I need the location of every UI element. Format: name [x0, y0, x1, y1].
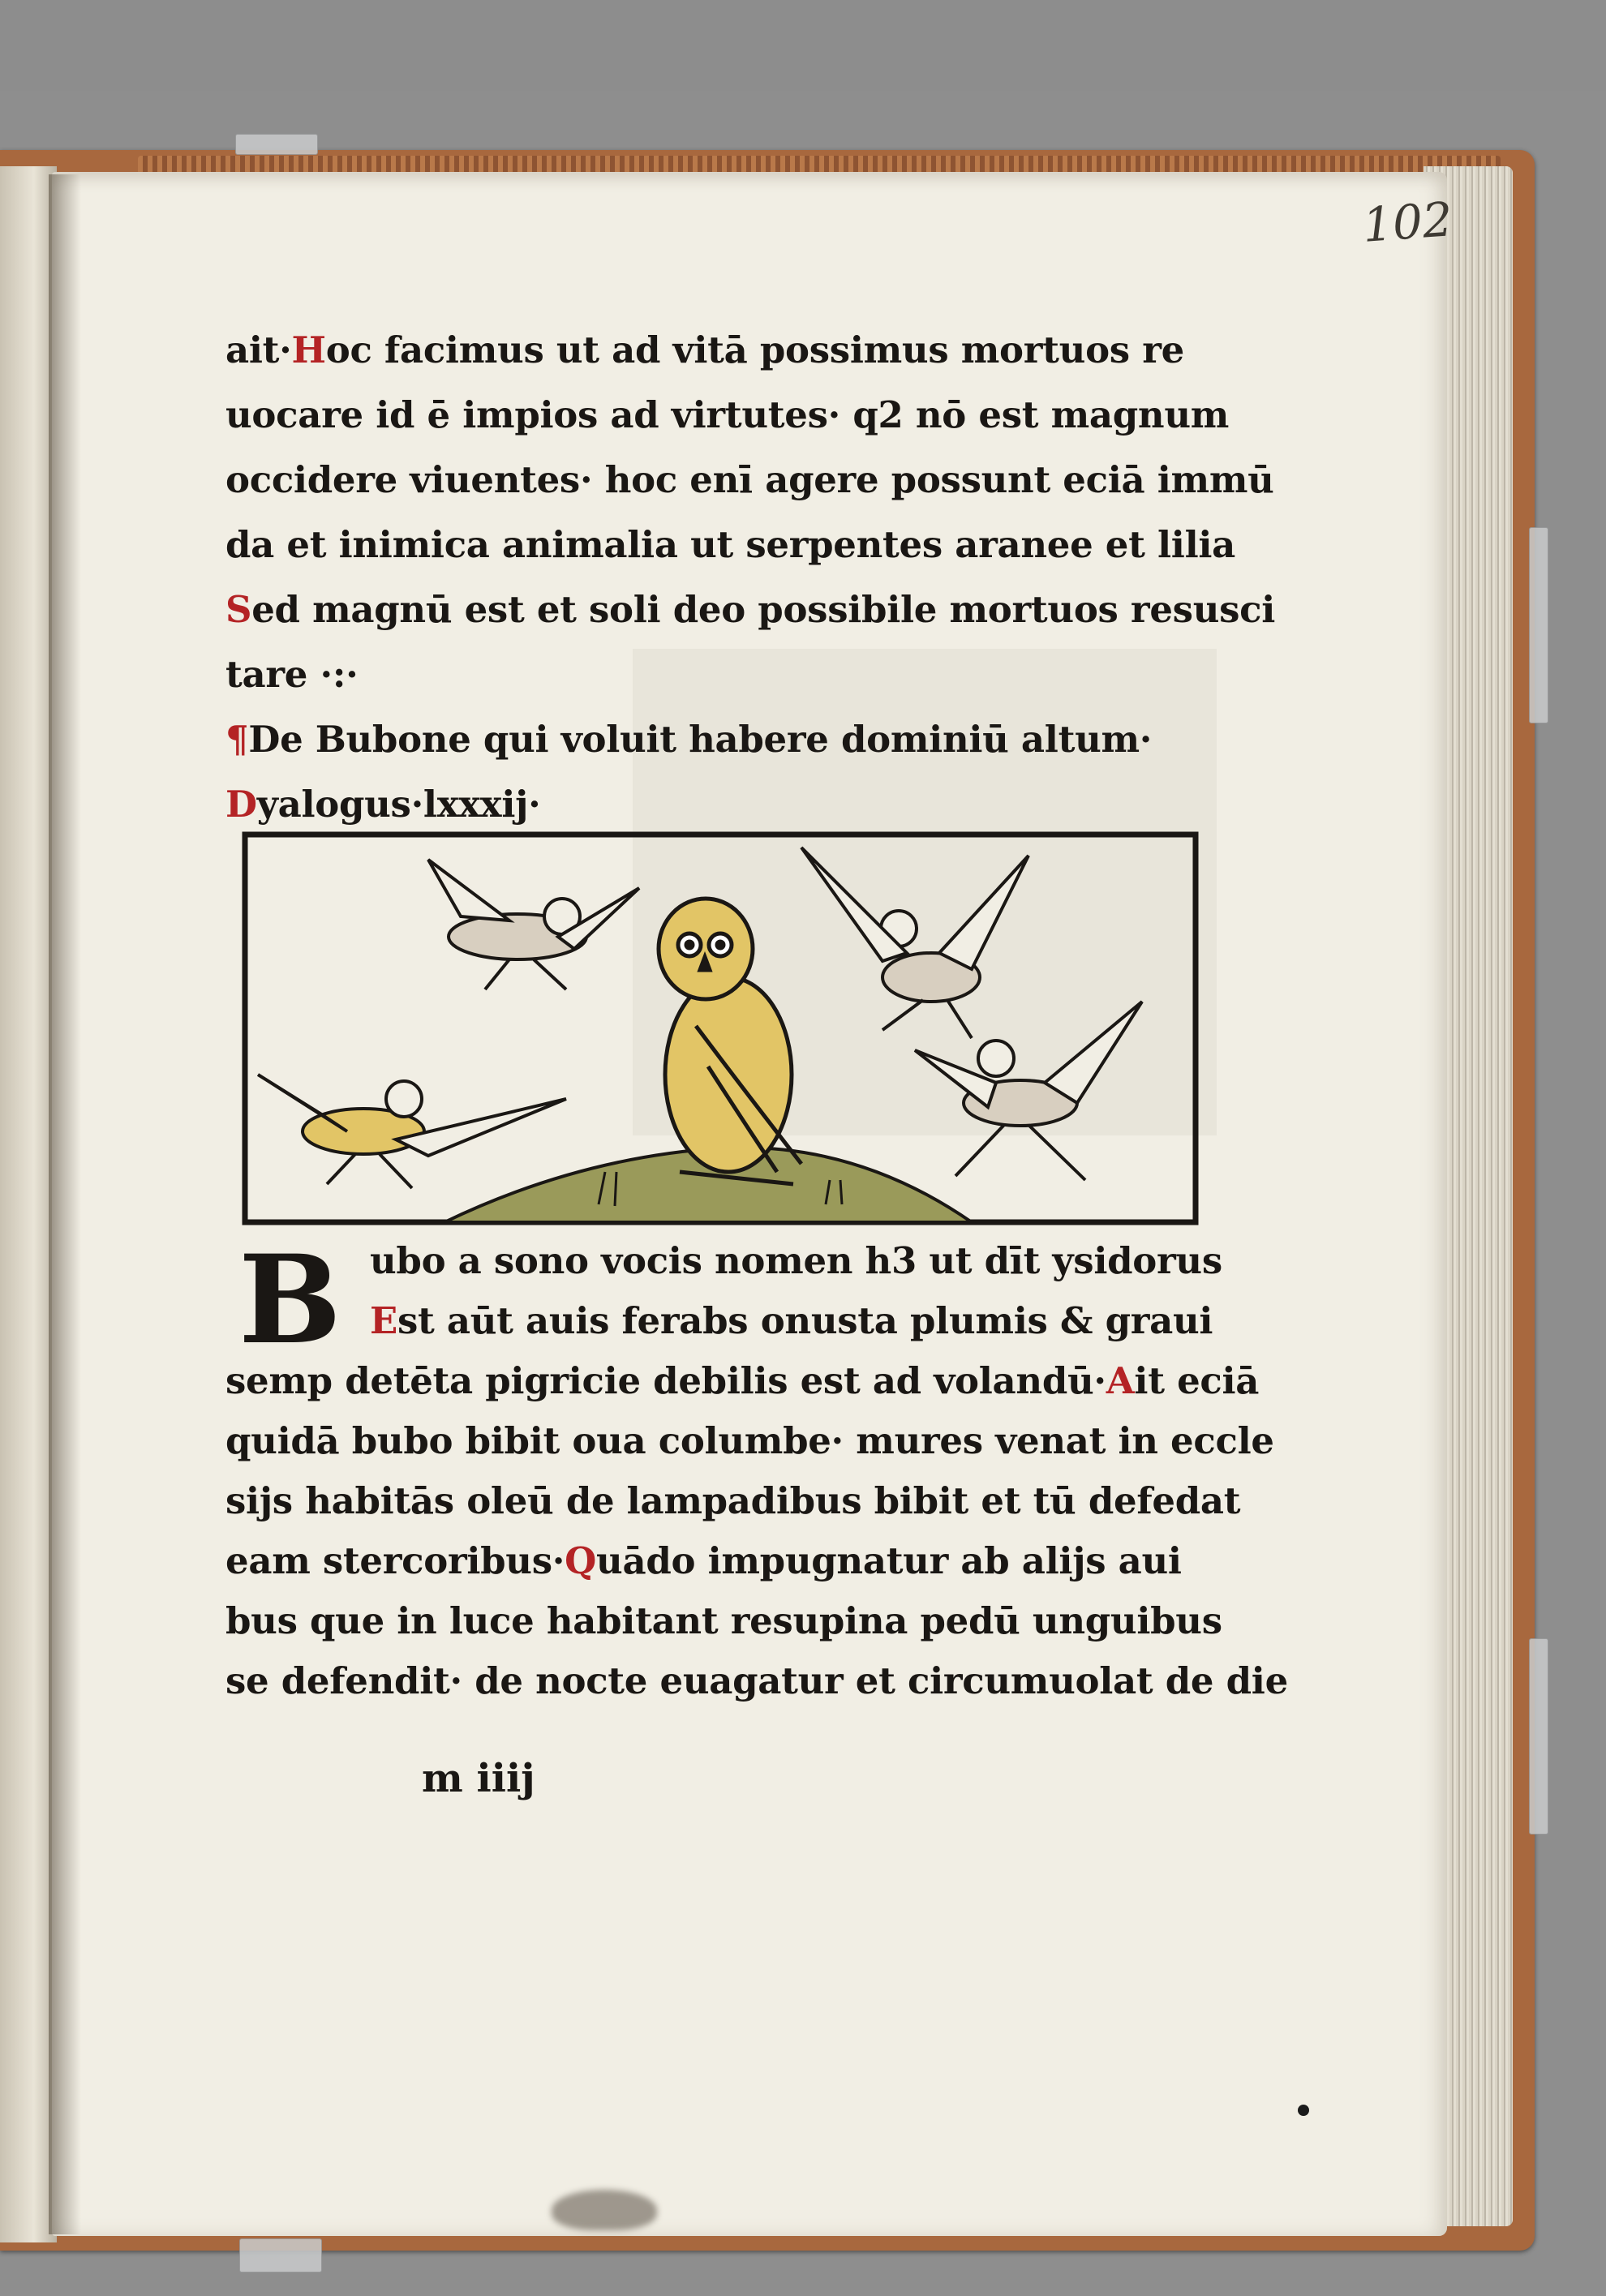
text-segment: sijs habitās oleū de lampadibus bibit et tū defedat [225, 1479, 1241, 1522]
text-segment: se defendit· de nocte euagatur et circumuolat de die [225, 1659, 1288, 1702]
decorated-initial: B [238, 1229, 341, 1371]
text-line [225, 1651, 1288, 1711]
signature-mark: m iiij [422, 1756, 535, 1801]
upper-text-block [225, 318, 1276, 837]
mount-clip-right-lower [1529, 1638, 1548, 1835]
rubricated-letter: Q [565, 1539, 597, 1582]
text-segment: ubo a sono vocis nomen h3 ut dīt ysidorus [370, 1239, 1222, 1282]
text-segment: ed magnū est et soli deo possibile mortuos resusci [251, 588, 1276, 631]
bird-upper-right [801, 848, 1028, 1038]
text-segment: uocare id ē impios ad virtutes· q2 nō est magnum [225, 393, 1230, 436]
rubricated-letter: S [225, 588, 252, 631]
text-line [225, 318, 1215, 383]
rubricated-letter: D [225, 783, 257, 826]
text-line [225, 1231, 1222, 1291]
text-segment: uādo impugnatur ab alijs aui [596, 1539, 1182, 1582]
top-margin-band [0, 0, 1606, 91]
text-line [225, 1291, 1215, 1351]
ink-spot [1298, 2105, 1309, 2116]
bird-lower-left [258, 1075, 566, 1188]
text-line [225, 642, 1215, 707]
text-line [225, 707, 1215, 772]
text-line [225, 513, 1236, 577]
text-segment: tare ·:· [225, 653, 359, 696]
text-segment: it eciā [1134, 1359, 1260, 1402]
text-segment: oc facimus ut ad vitā possimus mortuos re [325, 328, 1184, 371]
mount-clip-top [235, 134, 318, 155]
mount-clip-bottom [239, 2238, 322, 2272]
rubricated-letter: A [1106, 1359, 1135, 1402]
lower-text-block [225, 1231, 1288, 1711]
text-line [225, 1471, 1241, 1531]
text-segment: eam stercoribus· [225, 1539, 565, 1582]
text-line [225, 1591, 1222, 1651]
mount-clip-right-upper [1529, 527, 1548, 723]
bird-lower-right [915, 1002, 1142, 1180]
rubricated-letter: E [370, 1299, 397, 1342]
page-smudge [552, 2190, 657, 2230]
text-line [225, 577, 1276, 642]
bird-upper-left [428, 860, 639, 989]
folio-number: 102 [1360, 191, 1454, 253]
text-segment: da et inimica animalia ut serpentes aranee et lilia [225, 523, 1236, 566]
text-segment: ait· [225, 328, 292, 371]
text-line [225, 448, 1274, 513]
text-line [225, 1411, 1274, 1471]
rubricated-letter: ¶ [225, 718, 249, 761]
owl-and-birds-woodcut [242, 823, 1199, 1229]
text-segment: De Bubone qui voluit habere dominiū altum· [248, 718, 1153, 761]
text-segment: yalogus·lxxxij· [256, 783, 541, 826]
rubricated-letter: H [291, 328, 326, 371]
text-line [225, 1531, 1215, 1591]
woodcut-illustration [242, 823, 1199, 1229]
text-segment: bus que in luce habitant resupina pedū unguibus [225, 1599, 1222, 1642]
owl [659, 899, 801, 1184]
text-segment: st aūt auis ferabs onusta plumis & graui [397, 1299, 1213, 1342]
gutter-shadow [49, 174, 81, 2234]
text-line [225, 383, 1230, 448]
text-line [225, 1351, 1260, 1411]
text-segment: occidere viuentes· hoc enī agere possunt eciā immū [225, 458, 1274, 501]
text-segment: semp detēta pigricie debilis est ad volandū· [225, 1359, 1106, 1402]
text-segment: quidā bubo bibit oua columbe· mures venat in eccle [225, 1419, 1274, 1462]
